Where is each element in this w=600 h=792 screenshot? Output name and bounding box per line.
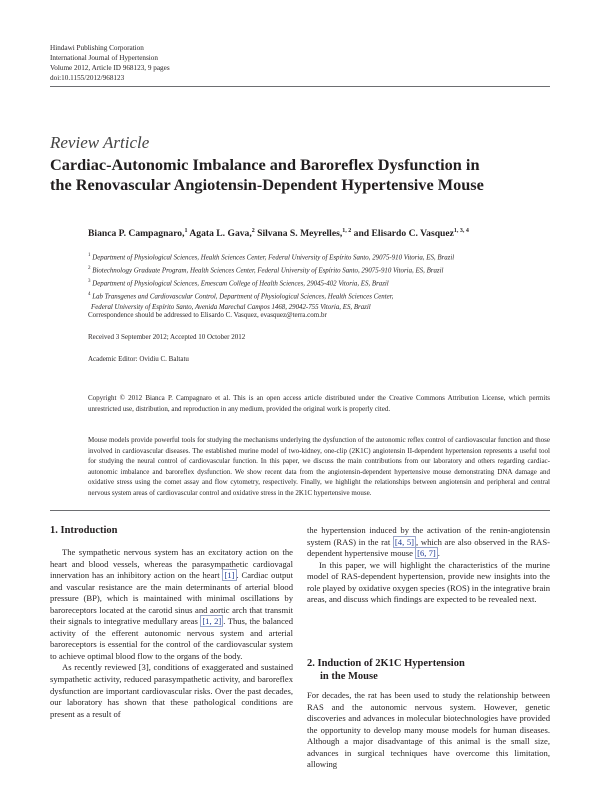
received-date: Received 3 September 2012; Accepted 10 October 2012 (88, 333, 246, 341)
author: Agata L. Gava, (189, 228, 252, 240)
section-heading-2: 2. Induction of 2K1C Hypertension in the Mouse (307, 658, 465, 682)
right-column (307, 525, 550, 606)
citation-link[interactable]: [1] (224, 570, 235, 581)
article-type: Review Article (50, 133, 150, 152)
left-column (50, 547, 293, 720)
author-affil-sup: 1 (184, 228, 188, 234)
header-rule (50, 86, 550, 87)
paragraph: The sympathetic nervous system has an excitatory action on the heart and blood vessels, whereas the parasympathetic cardiovagal innervation has an inhibitory action on the heart [1] . Cardiac output and vascular resistance are the main determinants of arterial blood pressure (BP), which is maintained with minimal oscillations by baroreceptors located at the carotid sinus and aortic arch that transmit their signals to integrative medullary areas [1, 2] . Thus, the balanced activity of the efferent autonomic nervous system and arterial baroreceptors is essential for the control of the cardiovascular system to achieve optimal blood flow to the organs of the body. (50, 547, 293, 661)
publisher: Hindawi Publishing Corporation (50, 44, 144, 52)
paragraph: the hypertension induced by the activation of the renin-angiotensin system (RAS) in the rat [4, 5] , which are also observed in the RAS-dependent hypertensive mouse [6, 7] . (307, 525, 550, 559)
author: Bianca P. Campagnaro, (88, 228, 185, 240)
section-2-body (307, 690, 550, 771)
affiliation: $^3$ Department of Physiological Sciences, Emescam College of Health Sciences, 29045-402 Vitoria, ES, Brazil (88, 278, 389, 288)
citation-link[interactable]: [6, 7] (417, 548, 436, 559)
copyright-notice: Copyright © 2012 Bianca P. Campagnaro et al. This is an open access article distributed under the Creative Commons Attribution License, which permits unrestricted use, distribution, and reproduction in any medium, provided the original work is properly cited. (88, 394, 550, 413)
title-line-1: Cardiac-Autonomic Imbalance and Baroreflex Dysfunction in (50, 155, 480, 174)
affiliation: Federal University of Espírito Santo, Avenida Marechal Campos 1468, 29042-755 Vitoria, ES, Brazil (91, 303, 371, 311)
publication-info (50, 43, 170, 83)
title-line-2: the Renovascular Angiotensin-Dependent Hypertensive Mouse (50, 175, 484, 194)
citation-link[interactable]: [1, 2] (202, 616, 222, 627)
author: Silvana S. Meyrelles, (257, 228, 343, 240)
academic-editor: Academic Editor: Ovidiu C. Baltatu (88, 355, 189, 363)
correspondence: Correspondence should be addressed to Elisardo C. Vasquez, evasquez@terra.com.br (88, 311, 327, 319)
doi[interactable]: doi:10.1155/2012/968123 (50, 74, 125, 82)
author-affil-sup: 1, 3, 4 (453, 228, 469, 234)
affiliation: $^1$ Department of Physiological Sciences, Health Sciences Center, Federal University of Espírito Santo, 29075-910 Vitoria, ES, Brazil (88, 253, 455, 262)
paragraph: For decades, the rat has been used to study the relationship between RAS and the autonomic nervous system. However, genetic discoveries and advances in molecular biotechnologies have provided the opportunity to develop many mouse models for human diseases. Although a major disadvantage of this animal is the small size, advances in surgical techniques have overcome this limitation, allowing (307, 690, 550, 770)
section-heading-introduction: 1. Introduction (50, 525, 118, 536)
author-affil-sup: 2 (251, 228, 255, 234)
paragraph: As recently reviewed [3], conditions of exaggerated and sustained sympathetic activity, reduced parasympathetic activity, and baroreflex dysfunction are important cardiovascular risks. Over the past decades, our laboratory has shown that these pathological conditions are present as a result of (50, 662, 293, 719)
abstract: Mouse models provide powerful tools for studying the mechanisms underlying the dysfunction of the autonomic reflex control of cardiovascular function and those involved in cardiovascular diseases. The established murine model of two-kidney, one-clip (2K1C) angiotensin II-dependent hypertension represents a useful tool for studying the neural control of cardiovascular function. In this paper, we discuss the main contributions from our laboratory and others regarding cardiac-autonomic imbalance and baroreflex dysfunction. We show recent data from the angiotensin-dependent hypertensive mouse demonstrating DNA damage and oxidative stress using the comet assay and flow cytometry, respectively. Finally, we highlight the relationships between angiotensin and peripheral and central nervous system areas of cardiovascular control and oxidative stress in the 2K1C hypertensive mouse. (88, 436, 550, 497)
abstract-rule (50, 510, 550, 511)
volume-info: Volume 2012, Article ID 968123, 9 pages (50, 64, 170, 72)
paragraph: In this paper, we will highlight the characteristics of the murine model of RAS-dependent hypertension, provide new insights into the role played by oxidative oxygen species (ROS) in the integrative brain areas, and discuss which findings are expected to be revealed next. (307, 559, 550, 605)
author-list (88, 228, 469, 239)
paper-title (50, 155, 550, 195)
author: and Elisardo C. Vasquez (353, 228, 454, 240)
affiliation: $^2$ Biotechnology Graduate Program, Health Sciences Center, Federal University of Espírito Santo, 29075-910 Vitoria, ES, Brazil (88, 265, 444, 275)
affiliations (88, 251, 454, 313)
affiliation: $^4$ Lab Transgenes and Cardiovascular Control, Department of Physiological Sciences, Health Sciences Center, (88, 291, 394, 300)
citation-link[interactable]: [4, 5] (394, 536, 415, 547)
journal-name: International Journal of Hypertension (50, 54, 158, 62)
author-affil-sup: 1, 2 (342, 228, 352, 234)
